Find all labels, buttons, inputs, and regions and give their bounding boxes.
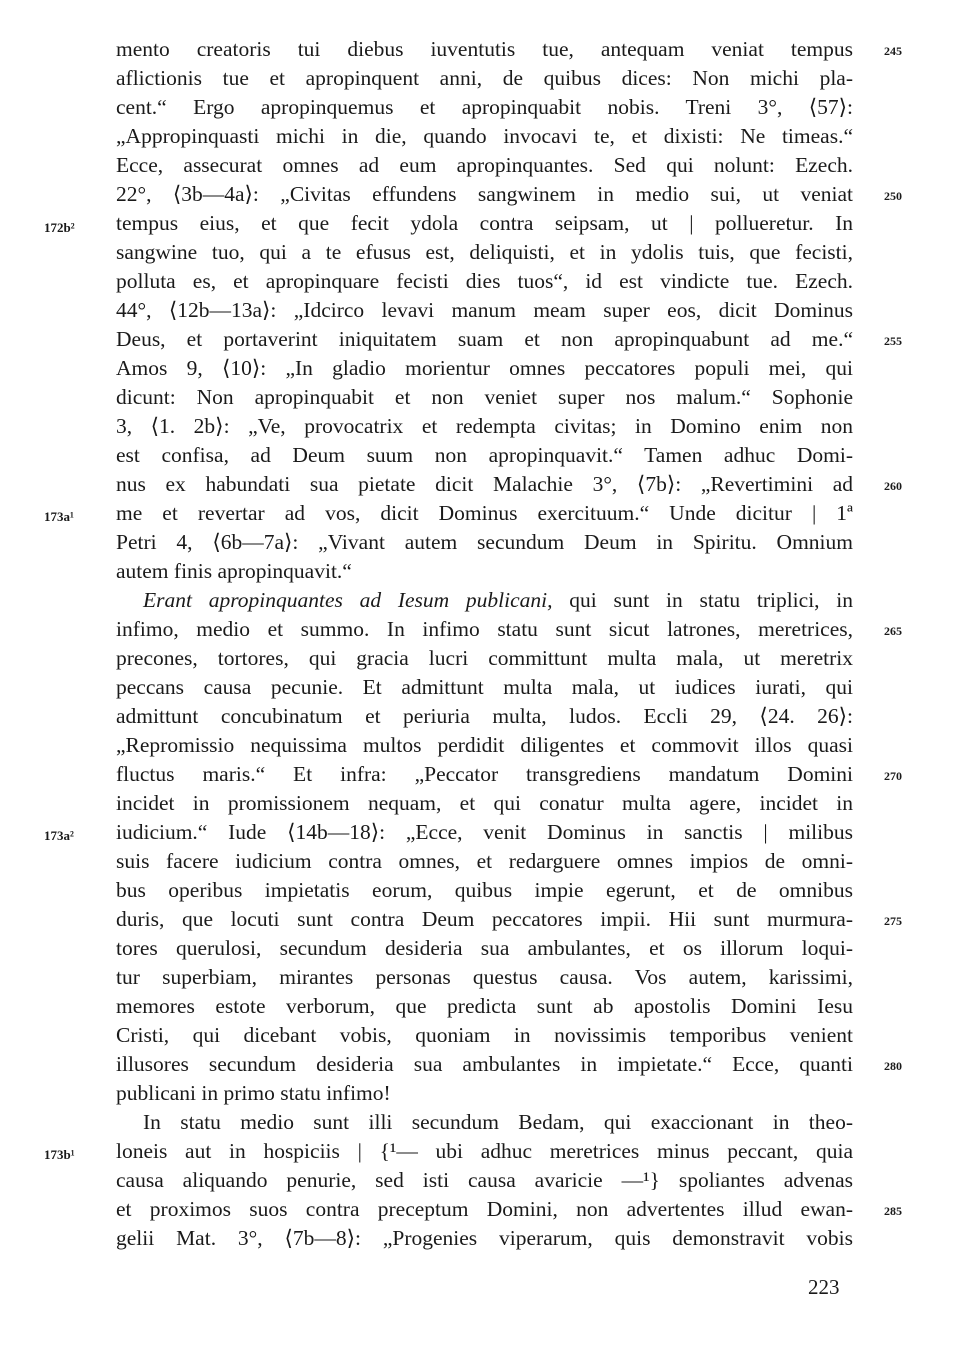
- text-line: infimo, medio et summo. In infimo statu sunt sicut latrones, meretrices,: [116, 617, 853, 641]
- text-line: „Repromissio nequissima multos perdidit diligentes et commovit illos quasi: [116, 733, 853, 757]
- text-line: est confisa, ad Deum suum non apropinquavit.“ Tamen adhuc Domi-: [116, 443, 853, 467]
- text-line: me et revertar ad vos, dicit Dominus exercituum.“ Unde dicitur | 1ª: [116, 501, 853, 525]
- text-line: polluta es, et apropinquare fecisti dies tuos“, id est vindicte tue. Ezech.: [116, 269, 853, 293]
- lemma-italic: Erant apropinquantes ad Iesum publicani,: [143, 588, 553, 612]
- text-line: admittunt concubinatum et periuria multa, ludos. Eccli 29, ⟨24. 26⟩:: [116, 704, 853, 728]
- text-line: incidet in promissionem nequam, et qui conatur multa agere, incidet in: [116, 791, 853, 815]
- text-line: sangwine tuo, qui a te efusus est, deliquisti, et in ydolis tuis, que fecisti,: [116, 240, 853, 264]
- paragraph-first-line: Erant apropinquantes ad Iesum publicani, qui sunt in statu triplici, in: [143, 588, 853, 612]
- text-line: precones, tortores, qui gracia lucri committunt multa mala, ut meretrix: [116, 646, 853, 670]
- text-line: fluctus maris.“ Et infra: „Peccator transgrediens mandatum Domini: [116, 762, 853, 786]
- text-line: peccans causa pecunie. Et admittunt multa mala, ut iudices iurati, qui: [116, 675, 853, 699]
- text-line: Amos 9, ⟨10⟩: „In gladio morientur omnes peccatores populi mei, qui: [116, 356, 853, 380]
- text-line: autem finis apropinquavit.“: [116, 559, 352, 583]
- page-number: 223: [808, 1275, 840, 1299]
- text-line: 44°, ⟨12b—13a⟩: „Idcirco levavi manum meam super eos, dicit Dominus: [116, 298, 853, 322]
- folio-marker: 173a²: [44, 828, 74, 843]
- text-line: loneis aut in hospiciis | {¹— ubi adhuc meretrices minus peccant, quia: [116, 1139, 853, 1163]
- paragraph-first-line: In statu medio sunt illi secundum Bedam, qui exaccionant in theo-: [143, 1110, 853, 1134]
- line-number: 250: [884, 189, 902, 203]
- line-number: 285: [884, 1204, 902, 1218]
- text-line: nus ex habundati sua pietate dicit Malachie 3°, ⟨7b⟩: „Revertimini ad: [116, 472, 853, 496]
- line-number: 255: [884, 334, 902, 348]
- text-line: „Appropinquasti michi in die, quando invocavi te, et dixisti: Ne timeas.“: [116, 124, 853, 148]
- text-line: Cristi, qui dicebant vobis, quoniam in novissimis temporibus venient: [116, 1023, 853, 1047]
- text-line: aflictionis tue et apropinquent anni, de quibus dices: Non michi pla-: [116, 66, 853, 90]
- text-line: Ecce, assecurat omnes ad eum apropinquantes. Sed qui nolunt: Ezech.: [116, 153, 853, 177]
- text-line: et proximos suos contra preceptum Domini, non advertentes illud ewan-: [116, 1197, 853, 1221]
- line-number: 265: [884, 624, 902, 638]
- text-line: duris, que locuti sunt contra Deum peccatores impii. Hii sunt murmura-: [116, 907, 853, 931]
- line-number: 260: [884, 479, 902, 493]
- text-line: iudicium.“ Iude ⟨14b—18⟩: „Ecce, venit Dominus in sanctis | milibus: [116, 820, 853, 844]
- text-line: 22°, ⟨3b—4a⟩: „Civitas effundens sangwinem in medio sui, ut veniat: [116, 182, 853, 206]
- text-line: 3, ⟨1. 2b⟩: „Ve, provocatrix et redempta civitas; in Domino enim non: [116, 414, 853, 438]
- folio-marker: 173a¹: [44, 509, 74, 524]
- text-line: causa aliquando penurie, sed isti causa avaricie —¹} spoliantes advenas: [116, 1168, 853, 1192]
- text-line: publicani in primo statu infimo!: [116, 1081, 391, 1105]
- text-line: memores estote verborum, que predicta sunt ab apostolis Domini Iesu: [116, 994, 853, 1018]
- text-line: illusores secundum desideria sua ambulantes in impietate.“ Ecce, quanti: [116, 1052, 853, 1076]
- text-line: tur superbiam, mirantes personas questus causa. Vos autem, karissimi,: [116, 965, 853, 989]
- folio-marker: 173b¹: [44, 1147, 75, 1162]
- text-line: tempus eius, et que fecit ydola contra seipsam, ut | pollueretur. In: [116, 211, 853, 235]
- text-line: Deus, et portaverint iniquitatem suam et non apropinquabunt ad me.“: [116, 327, 853, 351]
- text-line: dicunt: Non apropinquabit et non veniet super nos malum.“ Sophonie: [116, 385, 853, 409]
- line-number: 245: [884, 44, 902, 58]
- text-line: mento creatoris tui diebus iuventutis tue, antequam veniat tempus: [116, 37, 853, 61]
- text-line: bus operibus impietatis eorum, quibus impie egerunt, et de omnibus: [116, 878, 853, 902]
- text-line: tores querulosi, secundum desideria sua ambulantes, et os illorum loqui-: [116, 936, 853, 960]
- text-line: Petri 4, ⟨6b—7a⟩: „Vivant autem secundum Deum in Spiritu. Omnium: [116, 530, 853, 554]
- folio-marker: 172b²: [44, 220, 75, 235]
- text-line: gelii Mat. 3°, ⟨7b—8⟩: „Progenies viperarum, quis demonstravit vobis: [116, 1226, 853, 1250]
- line-number: 275: [884, 914, 902, 928]
- line-number: 270: [884, 769, 902, 783]
- line-number: 280: [884, 1059, 902, 1073]
- text-line: suis facere iudicium contra omnes, et redarguere omnes impios de omni-: [116, 849, 853, 873]
- text-line: cent.“ Ergo apropinquemus et apropinquabit nobis. Treni 3°, ⟨57⟩:: [116, 95, 853, 119]
